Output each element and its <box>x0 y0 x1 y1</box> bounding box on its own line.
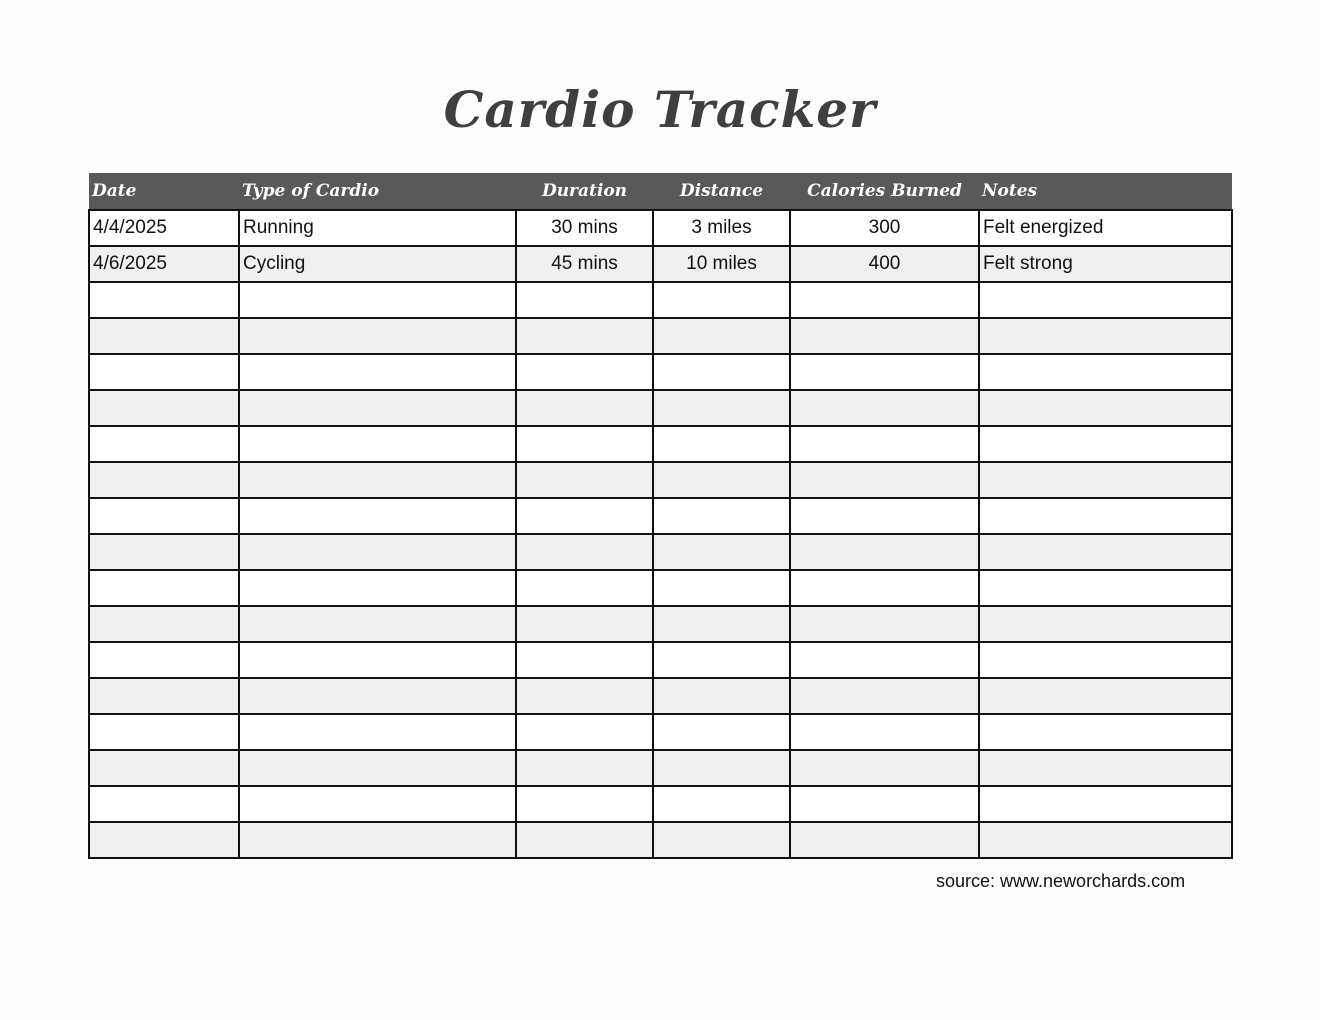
cell-date[interactable] <box>89 786 239 822</box>
cell-duration[interactable] <box>516 786 653 822</box>
cell-notes[interactable] <box>979 462 1232 498</box>
cell-date[interactable] <box>89 750 239 786</box>
cell-calories[interactable] <box>790 318 979 354</box>
cell-type[interactable] <box>239 642 516 678</box>
cell-date[interactable] <box>89 354 239 390</box>
table-row <box>89 498 1232 534</box>
cell-duration[interactable] <box>516 714 653 750</box>
cell-notes[interactable] <box>979 534 1232 570</box>
cell-calories[interactable] <box>790 606 979 642</box>
cell-date[interactable] <box>89 390 239 426</box>
cell-date[interactable] <box>89 534 239 570</box>
cell-distance[interactable] <box>653 606 790 642</box>
cell-type[interactable] <box>239 462 516 498</box>
header-notes: Notes <box>979 173 1232 210</box>
cell-date[interactable] <box>89 318 239 354</box>
cell-type[interactable] <box>239 534 516 570</box>
cell-duration[interactable] <box>516 318 653 354</box>
cell-date[interactable] <box>89 822 239 858</box>
cell-distance[interactable] <box>653 498 790 534</box>
cell-duration[interactable]: 30 mins <box>516 210 653 246</box>
cell-notes[interactable] <box>979 354 1232 390</box>
cell-calories[interactable] <box>790 750 979 786</box>
cell-distance[interactable] <box>653 750 790 786</box>
table-row <box>89 426 1232 462</box>
cell-notes[interactable] <box>979 750 1232 786</box>
cell-distance[interactable] <box>653 318 790 354</box>
cell-notes[interactable] <box>979 282 1232 318</box>
cell-type[interactable] <box>239 354 516 390</box>
cell-duration[interactable] <box>516 462 653 498</box>
cell-notes[interactable] <box>979 570 1232 606</box>
cell-distance[interactable] <box>653 570 790 606</box>
cell-duration[interactable] <box>516 822 653 858</box>
cell-type[interactable] <box>239 822 516 858</box>
cell-calories[interactable]: 400 <box>790 246 979 282</box>
cell-date[interactable] <box>89 642 239 678</box>
cell-calories[interactable] <box>790 390 979 426</box>
cell-notes[interactable] <box>979 786 1232 822</box>
table-row <box>89 822 1232 858</box>
cell-date[interactable] <box>89 714 239 750</box>
cell-type[interactable] <box>239 426 516 462</box>
table-row <box>89 534 1232 570</box>
cell-type[interactable] <box>239 570 516 606</box>
cell-duration[interactable] <box>516 570 653 606</box>
cell-distance[interactable] <box>653 822 790 858</box>
cell-notes[interactable] <box>979 678 1232 714</box>
header-distance: Distance <box>653 173 790 210</box>
cell-calories[interactable] <box>790 570 979 606</box>
cell-distance[interactable]: 10 miles <box>653 246 790 282</box>
cardio-tracker-table <box>88 173 1233 859</box>
cell-duration[interactable] <box>516 750 653 786</box>
cell-type[interactable] <box>239 786 516 822</box>
cell-calories[interactable] <box>790 534 979 570</box>
cell-calories[interactable]: 300 <box>790 210 979 246</box>
table-row <box>89 642 1232 678</box>
table-row <box>89 246 1232 282</box>
cell-type[interactable] <box>239 282 516 318</box>
table-row <box>89 570 1232 606</box>
table-row <box>89 750 1232 786</box>
cell-calories[interactable] <box>790 282 979 318</box>
cell-type[interactable]: Cycling <box>239 246 516 282</box>
table-row <box>89 678 1232 714</box>
cell-calories[interactable] <box>790 498 979 534</box>
cell-date[interactable] <box>89 462 239 498</box>
cell-notes[interactable]: Felt energized <box>979 210 1232 246</box>
cell-calories[interactable] <box>790 426 979 462</box>
cell-duration[interactable] <box>516 354 653 390</box>
table-row <box>89 210 1232 246</box>
cell-duration[interactable] <box>516 282 653 318</box>
page-title: Cardio Tracker <box>443 80 877 139</box>
cell-notes[interactable] <box>979 606 1232 642</box>
table-row <box>89 786 1232 822</box>
cell-notes[interactable] <box>979 642 1232 678</box>
cell-distance[interactable] <box>653 282 790 318</box>
cell-date[interactable] <box>89 426 239 462</box>
cell-duration[interactable] <box>516 426 653 462</box>
cell-date[interactable] <box>89 678 239 714</box>
cell-distance[interactable] <box>653 642 790 678</box>
cell-notes[interactable]: Felt strong <box>979 246 1232 282</box>
cell-calories[interactable] <box>790 786 979 822</box>
cell-duration[interactable]: 45 mins <box>516 246 653 282</box>
cell-distance[interactable]: 3 miles <box>653 210 790 246</box>
cell-calories[interactable] <box>790 822 979 858</box>
source-credit: source: www.neworchards.com <box>936 871 1186 891</box>
cell-date[interactable] <box>89 282 239 318</box>
cell-duration[interactable] <box>516 498 653 534</box>
cell-type[interactable] <box>239 750 516 786</box>
cell-notes[interactable] <box>979 426 1232 462</box>
header-calories: Calories Burned <box>790 173 979 210</box>
table-header-row <box>89 173 1232 210</box>
cell-type[interactable] <box>239 498 516 534</box>
cell-calories[interactable] <box>790 678 979 714</box>
cell-type[interactable] <box>239 714 516 750</box>
cell-distance[interactable] <box>653 354 790 390</box>
cell-duration[interactable] <box>516 390 653 426</box>
cell-duration[interactable] <box>516 606 653 642</box>
cell-notes[interactable] <box>979 498 1232 534</box>
table-row <box>89 714 1232 750</box>
cell-type[interactable]: Running <box>239 210 516 246</box>
header-type: Type of Cardio <box>239 173 516 210</box>
cell-distance[interactable] <box>653 534 790 570</box>
cell-calories[interactable] <box>790 714 979 750</box>
cell-distance[interactable] <box>653 426 790 462</box>
cell-duration[interactable] <box>516 642 653 678</box>
cell-type[interactable] <box>239 606 516 642</box>
cell-distance[interactable] <box>653 678 790 714</box>
cell-date[interactable] <box>89 606 239 642</box>
table-row <box>89 282 1232 318</box>
cell-type[interactable] <box>239 318 516 354</box>
cell-distance[interactable] <box>653 786 790 822</box>
cell-type[interactable] <box>239 678 516 714</box>
header-date: Date <box>89 173 239 210</box>
table-row <box>89 606 1232 642</box>
cell-date[interactable] <box>89 570 239 606</box>
table-row <box>89 318 1232 354</box>
cell-calories[interactable] <box>790 462 979 498</box>
cell-notes[interactable] <box>979 318 1232 354</box>
cell-distance[interactable] <box>653 714 790 750</box>
cell-calories[interactable] <box>790 354 979 390</box>
cell-distance[interactable] <box>653 390 790 426</box>
cell-calories[interactable] <box>790 642 979 678</box>
cell-notes[interactable] <box>979 822 1232 858</box>
table-row <box>89 354 1232 390</box>
header-duration: Duration <box>516 173 653 210</box>
cell-date[interactable]: 4/6/2025 <box>89 246 239 282</box>
cell-notes[interactable] <box>979 390 1232 426</box>
cell-type[interactable] <box>239 390 516 426</box>
cell-distance[interactable] <box>653 462 790 498</box>
table-row <box>89 462 1232 498</box>
table-row <box>89 390 1232 426</box>
cell-duration[interactable] <box>516 534 653 570</box>
cell-date[interactable]: 4/4/2025 <box>89 210 239 246</box>
cell-date[interactable] <box>89 498 239 534</box>
cell-duration[interactable] <box>516 678 653 714</box>
cell-notes[interactable] <box>979 714 1232 750</box>
